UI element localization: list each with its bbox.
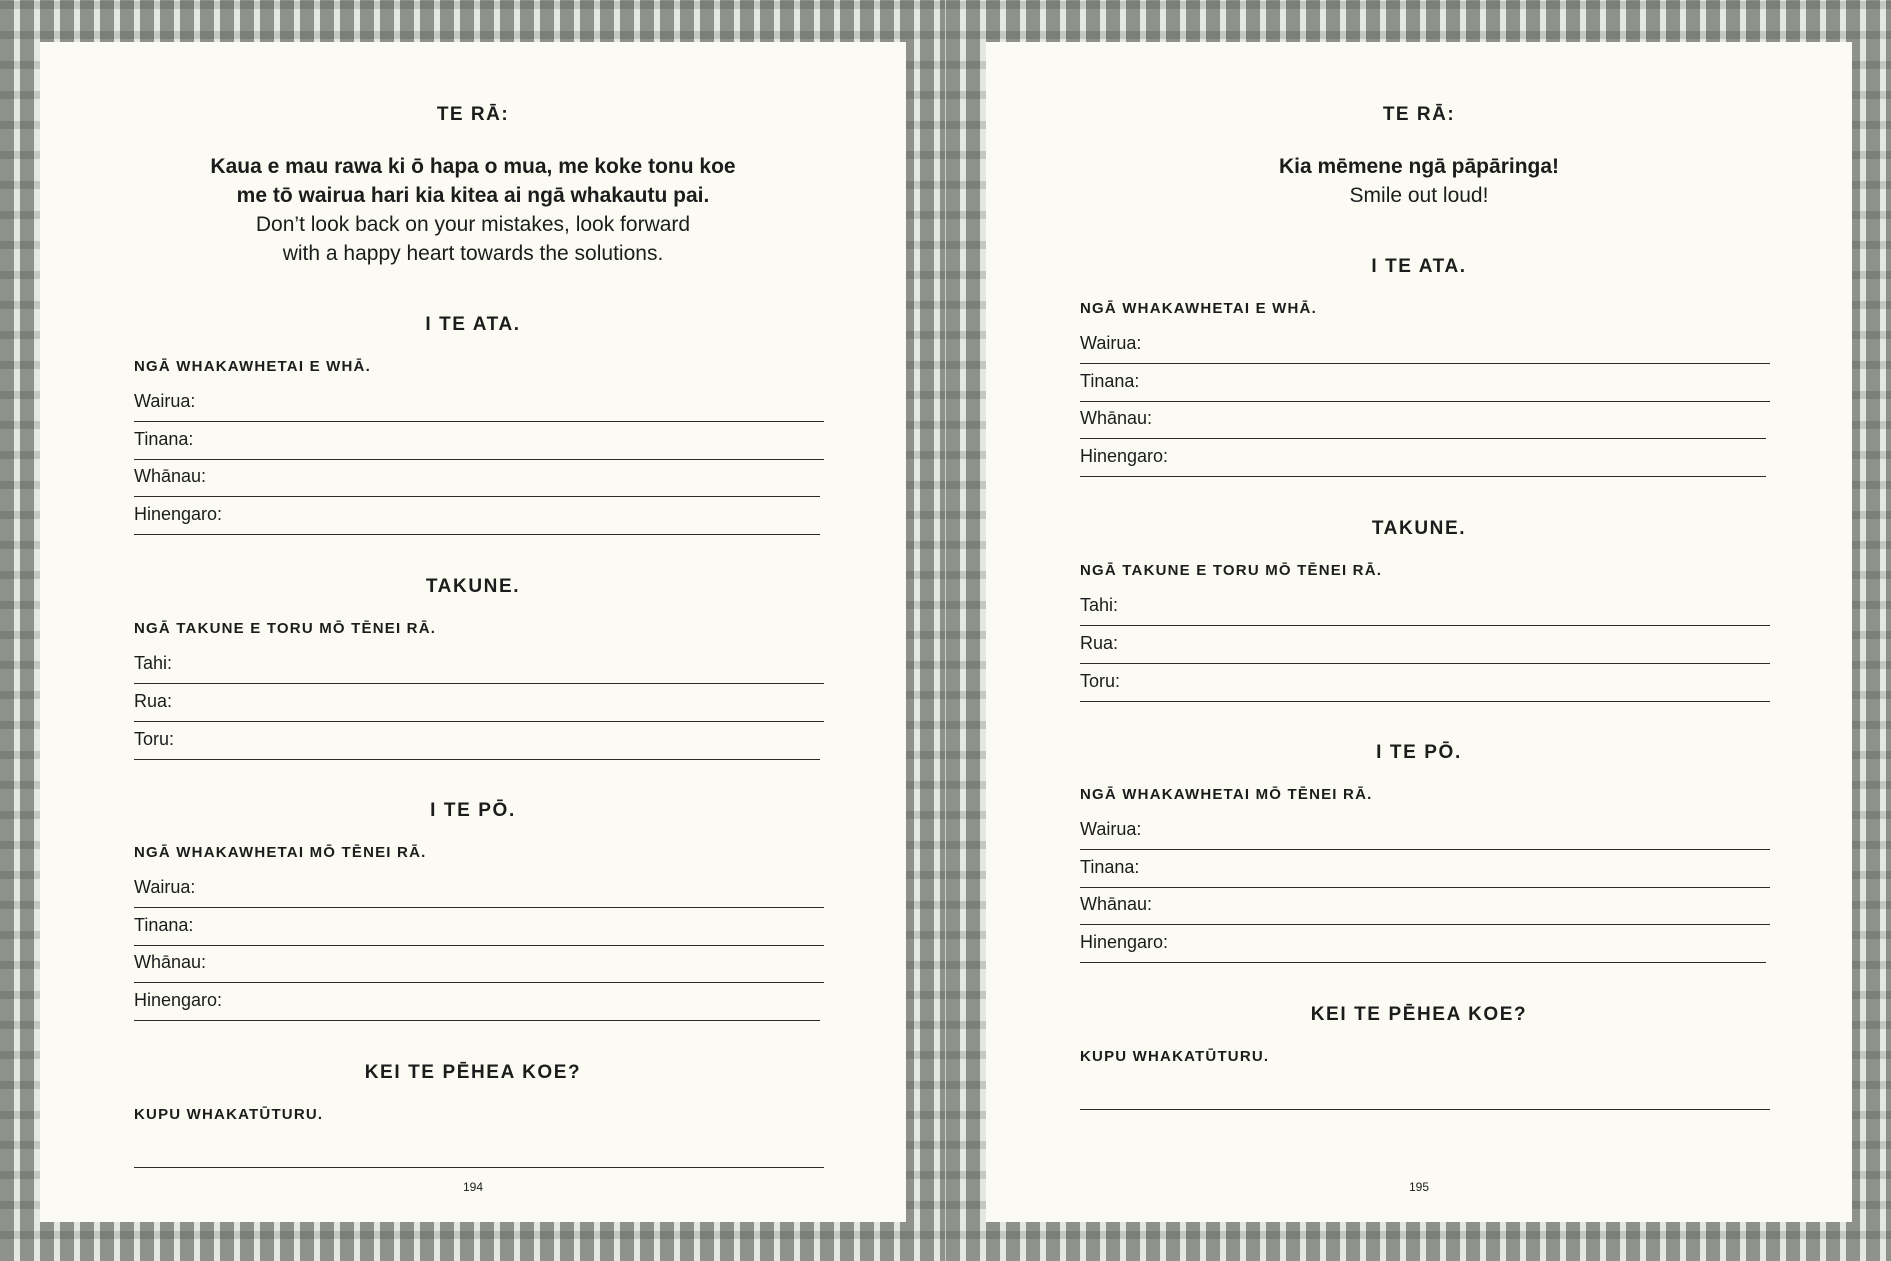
quote-maori-line-1: Kaua e mau rawa ki ō hapa o mua, me koke tonu koe	[210, 155, 736, 178]
evening-field-tinana[interactable]: Tinana:	[134, 912, 824, 946]
affirmation-subheading: KUPU WHAKATŪTURU.	[134, 1106, 324, 1123]
quote-english-line-1: Smile out loud!	[1349, 184, 1489, 207]
intention-field-rua[interactable]: Rua:	[1080, 630, 1770, 664]
left-page-border	[0, 0, 945, 1261]
quote-english-line-2: with a happy heart towards the solutions.	[282, 242, 664, 265]
morning-subheading: NGĀ WHAKAWHETAI E WHĀ.	[134, 358, 371, 375]
evening-subheading: NGĀ WHAKAWHETAI MŌ TĒNEI RĀ.	[134, 844, 427, 861]
morning-field-whanau[interactable]: Whānau:	[134, 463, 820, 497]
intention-field-tahi[interactable]: Tahi:	[1080, 592, 1770, 626]
intentions-subheading: NGĀ TAKUNE E TORU MŌ TĒNEI RĀ.	[134, 620, 437, 637]
morning-subheading: NGĀ WHAKAWHETAI E WHĀ.	[1080, 300, 1317, 317]
morning-heading: I TE ATA.	[1371, 256, 1467, 277]
page-number: 194	[462, 1180, 484, 1194]
evening-field-wairua[interactable]: Wairua:	[1080, 816, 1770, 850]
morning-heading: I TE ATA.	[425, 314, 521, 335]
evening-field-whanau[interactable]: Whānau:	[134, 949, 824, 983]
intentions-heading: TAKUNE.	[425, 576, 521, 597]
morning-field-tinana[interactable]: Tinana:	[134, 426, 824, 460]
affirmation-field[interactable]	[134, 1132, 824, 1168]
date-label: TE RĀ:	[436, 104, 510, 125]
intentions-heading: TAKUNE.	[1371, 518, 1467, 539]
right-page	[986, 42, 1852, 1222]
affirmation-field[interactable]	[1080, 1074, 1770, 1110]
daily-quote	[40, 152, 906, 268]
quote-maori-line-2: me tō wairua hari kia kitea ai ngā whakautu pai.	[236, 184, 710, 207]
quote-maori-line-1: Kia mēmene ngā pāpāringa!	[1278, 155, 1560, 178]
morning-field-hinengaro[interactable]: Hinengaro:	[134, 501, 820, 535]
morning-field-hinengaro[interactable]: Hinengaro:	[1080, 443, 1766, 477]
morning-field-whanau[interactable]: Whānau:	[1080, 405, 1766, 439]
evening-heading: I TE PŌ.	[430, 800, 516, 821]
left-page	[40, 42, 906, 1222]
evening-field-tinana[interactable]: Tinana:	[1080, 854, 1770, 888]
intention-field-toru[interactable]: Toru:	[1080, 668, 1770, 702]
intention-field-tahi[interactable]: Tahi:	[134, 650, 824, 684]
morning-field-wairua[interactable]: Wairua:	[1080, 330, 1770, 364]
evening-subheading: NGĀ WHAKAWHETAI MŌ TĒNEI RĀ.	[1080, 786, 1373, 803]
evening-heading: I TE PŌ.	[1376, 742, 1462, 763]
morning-field-tinana[interactable]: Tinana:	[1080, 368, 1770, 402]
page-number: 195	[1408, 1180, 1430, 1194]
how-are-you-heading: KEI TE PĒHEA KOE?	[1310, 1004, 1528, 1025]
intention-field-rua[interactable]: Rua:	[134, 688, 824, 722]
affirmation-subheading: KUPU WHAKATŪTURU.	[1080, 1048, 1270, 1065]
how-are-you-heading: KEI TE PĒHEA KOE?	[364, 1062, 582, 1083]
date-label: TE RĀ:	[1382, 104, 1456, 125]
daily-quote	[986, 152, 1852, 210]
evening-field-wairua[interactable]: Wairua:	[134, 874, 824, 908]
evening-field-hinengaro[interactable]: Hinengaro:	[1080, 929, 1766, 963]
evening-field-whanau[interactable]: Whānau:	[1080, 891, 1770, 925]
evening-field-hinengaro[interactable]: Hinengaro:	[134, 987, 820, 1021]
right-page-border	[946, 0, 1891, 1261]
intention-field-toru[interactable]: Toru:	[134, 726, 820, 760]
quote-english-line-1: Don’t look back on your mistakes, look forward	[255, 213, 691, 236]
morning-field-wairua[interactable]: Wairua:	[134, 388, 824, 422]
intentions-subheading: NGĀ TAKUNE E TORU MŌ TĒNEI RĀ.	[1080, 562, 1383, 579]
